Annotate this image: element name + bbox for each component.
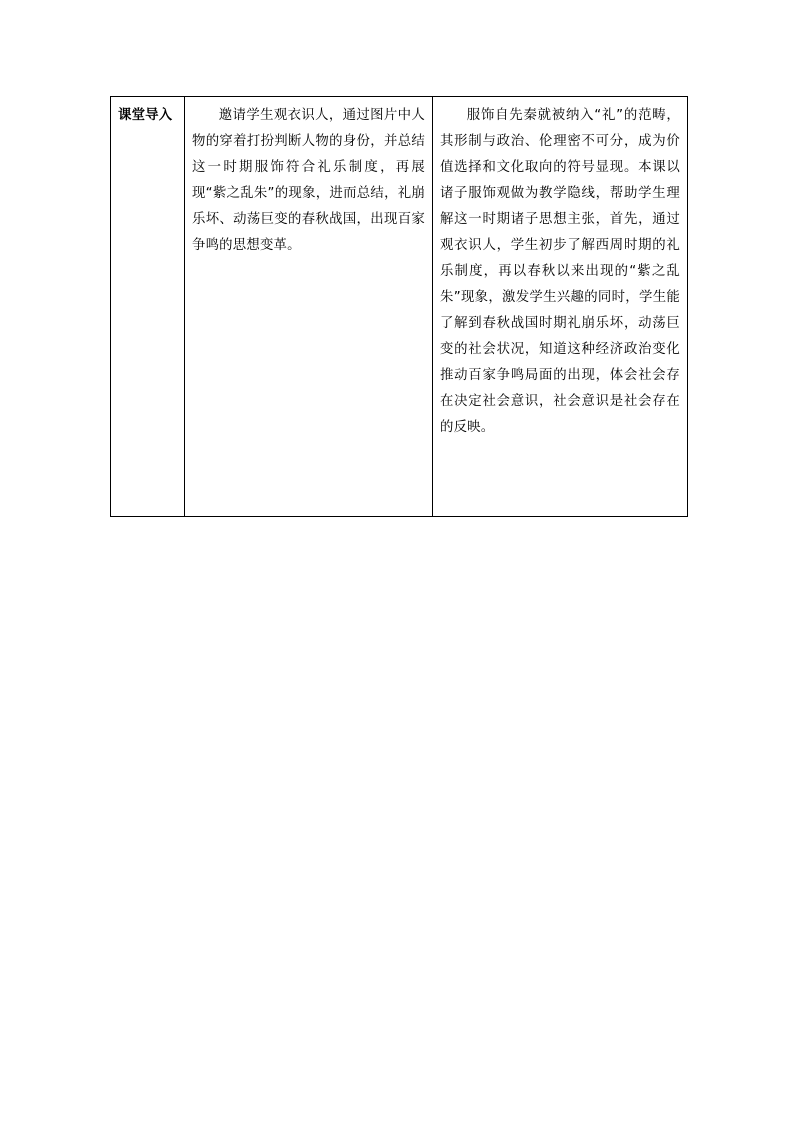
table-row xyxy=(111,97,688,517)
teaching-activity-cell xyxy=(185,97,433,517)
section-label-cell xyxy=(111,97,185,517)
lesson-table xyxy=(110,96,688,517)
design-intent-cell xyxy=(433,97,688,517)
design-intent-text: 服饰自先秦就被纳入“礼”的范畴，其形制与政治、伦理密不可分，成为价值选择和文化取向的符号显现。本课以诸子服饰观做为教学隐线，帮助学生理解这一时期诸子思想主张，首先，通过观衣识人，学生初步了解西周时期的礼乐制度，再以春秋以来出现的“紫之乱朱”现象，激发学生兴趣的同时，学生能了解到春秋战国时期礼崩乐坏，动荡巨变的社会状况，知道这种经济政治变化推动百家争鸣局面的出现，体会社会存在决定社会意识，社会意识是社会存在的反映。 xyxy=(440,108,680,435)
section-label: 课堂导入 xyxy=(118,108,173,123)
teaching-activity-text: 邀请学生观衣识人，通过图片中人物的穿着打扮判断人物的身份，并总结这一时期服饰符合礼乐制度，再展现“紫之乱朱”的现象，进而总结，礼崩乐坏、动荡巨变的春秋战国，出现百家争鸣的思想变革。 xyxy=(192,108,425,253)
